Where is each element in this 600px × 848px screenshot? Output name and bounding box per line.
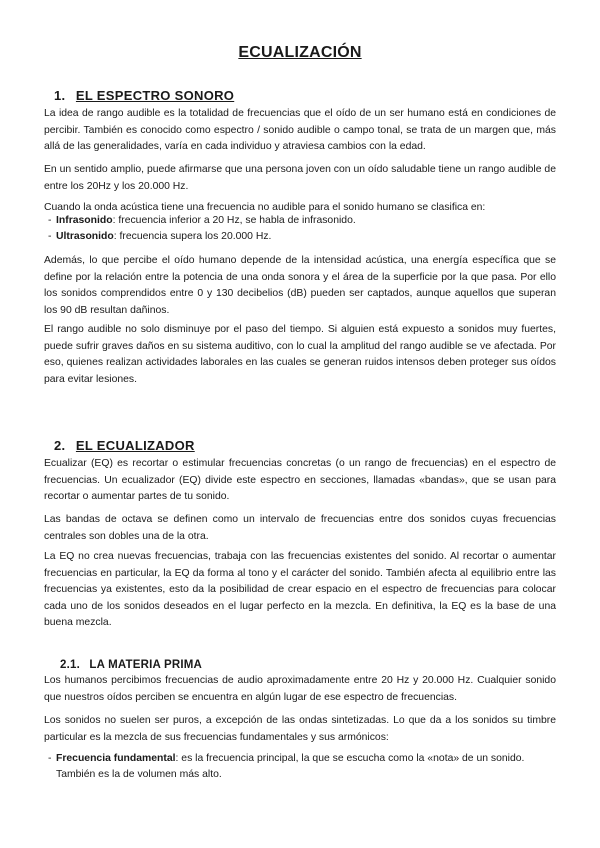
section-1-title: EL ESPECTRO SONORO <box>75 88 235 103</box>
section-1-paragraph-1: La idea de rango audible es la totalidad de frecuencias que el oído de un ser humano está en condiciones de percibir. También es conocido como espectro / sonido audible o campo tonal, se trata de un margen que, más allá de las generalidades, varía en cada individuo y atraviesa cambios con la edad. <box>44 108 556 152</box>
section-1-paragraph-4: Además, lo que percibe el oído humano depende de la intensidad acústica, una energía específica que se define por la relación entre la potencia de una onda sonora y el área de la superficie por la que pasa. Por ello los sonidos comprendidos entre 0 y 130 decibelios (dB) pueden ser captados, aunque aquellos que superan los 90 dB resultan dañinos. <box>44 255 556 316</box>
bullet-term: Infrasonido <box>56 215 113 226</box>
section-2-paragraph-2: Las bandas de octava se definen como un intervalo de frecuencias entre dos sonidos cuyas frecuencias centrales son dobles una de la otra. <box>44 514 556 542</box>
bullet-term: Ultrasonido <box>56 231 114 242</box>
bullet-term: Frecuencia fundamental <box>56 753 176 764</box>
section-2-1-title: LA MATERIA PRIMA <box>89 659 203 671</box>
section-2-paragraph-3: La EQ no crea nuevas frecuencias, trabaja con las frecuencias existentes del sonido. Al recortar o aumentar frecuencias en particular, la EQ da forma al tono y el carácter del sonido. También afecta al equilibrio entre las frecuencias ya existentes, esto da la posibilidad de crear espacio en el espectro de frecuencias para colocar cada uno de los sonidos deseados en el lugar perfecto en la mezcla. En definitiva, la EQ es la base de una buena mezcla. <box>44 551 556 628</box>
section-2-title: EL ECUALIZADOR <box>75 438 195 453</box>
section-2-paragraph-1: Ecualizar (EQ) es recortar o estimular frecuencias concretas (o un rango de frecuencias) en el espectro de frecuencias. Un ecualizador (EQ) divide este espectro en secciones, llamadas «bandas», que se usan para recortar o aumentar partes de tu sonido. <box>44 458 556 502</box>
section-1-number: 1. <box>54 88 66 103</box>
list-item <box>44 229 556 245</box>
section-1-paragraph-2: En un sentido amplio, puede afirmarse que una persona joven con un oído saludable tiene un rango audible de entre los 20Hz y los 20.000 Hz. <box>44 164 556 192</box>
section-1-heading <box>54 88 234 103</box>
section-1-bullet-list <box>44 213 556 245</box>
section-2-heading <box>54 438 195 453</box>
section-2-number: 2. <box>54 438 66 453</box>
bullet-text: : frecuencia inferior a 20 Hz, se habla de infrasonido. <box>112 215 356 226</box>
section-2-1-paragraph-2: Los sonidos no suelen ser puros, a excepción de las ondas sintetizadas. Lo que da a los sonidos su timbre particular es la mezcla de sus frecuencias fundamentales y sus armónicos: <box>44 715 556 743</box>
section-1-paragraph-3: Cuando la onda acústica tiene una frecuencia no audible para el sonido humano se clasifica en: <box>44 202 486 213</box>
section-2-1-paragraph-1: Los humanos percibimos frecuencias de audio aproximadamente entre 20 Hz y 20.000 Hz. Cualquier sonido que nuestros oídos perciben se encuentra en algún lugar de ese espectro de frecuencias. <box>44 675 556 703</box>
section-1-paragraph-5: El rango audible no solo disminuye por el paso del tiempo. Si alguien está expuesto a sonidos muy fuertes, puede sufrir graves daños en su sistema auditivo, con lo cual la amplitud del rango audible se ve afectada. Por eso, quienes realizan actividades laborales en las cuales se generan ruidos intensos deben proteger sus oídos para evitar lesiones. <box>44 324 556 385</box>
section-2-1-heading <box>60 659 202 671</box>
section-2-1-number: 2.1. <box>60 659 80 671</box>
bullet-text: : frecuencia supera los 20.000 Hz. <box>113 231 272 242</box>
section-2-1-bullet-list <box>44 751 556 783</box>
document-title: ECUALIZACIÓN <box>238 44 362 61</box>
bullet-text: : es la frecuencia principal, la que se escucha como la «nota» de un sonido. También es la de volumen más alto. <box>56 753 525 780</box>
list-item <box>44 751 556 783</box>
list-item <box>44 213 556 229</box>
